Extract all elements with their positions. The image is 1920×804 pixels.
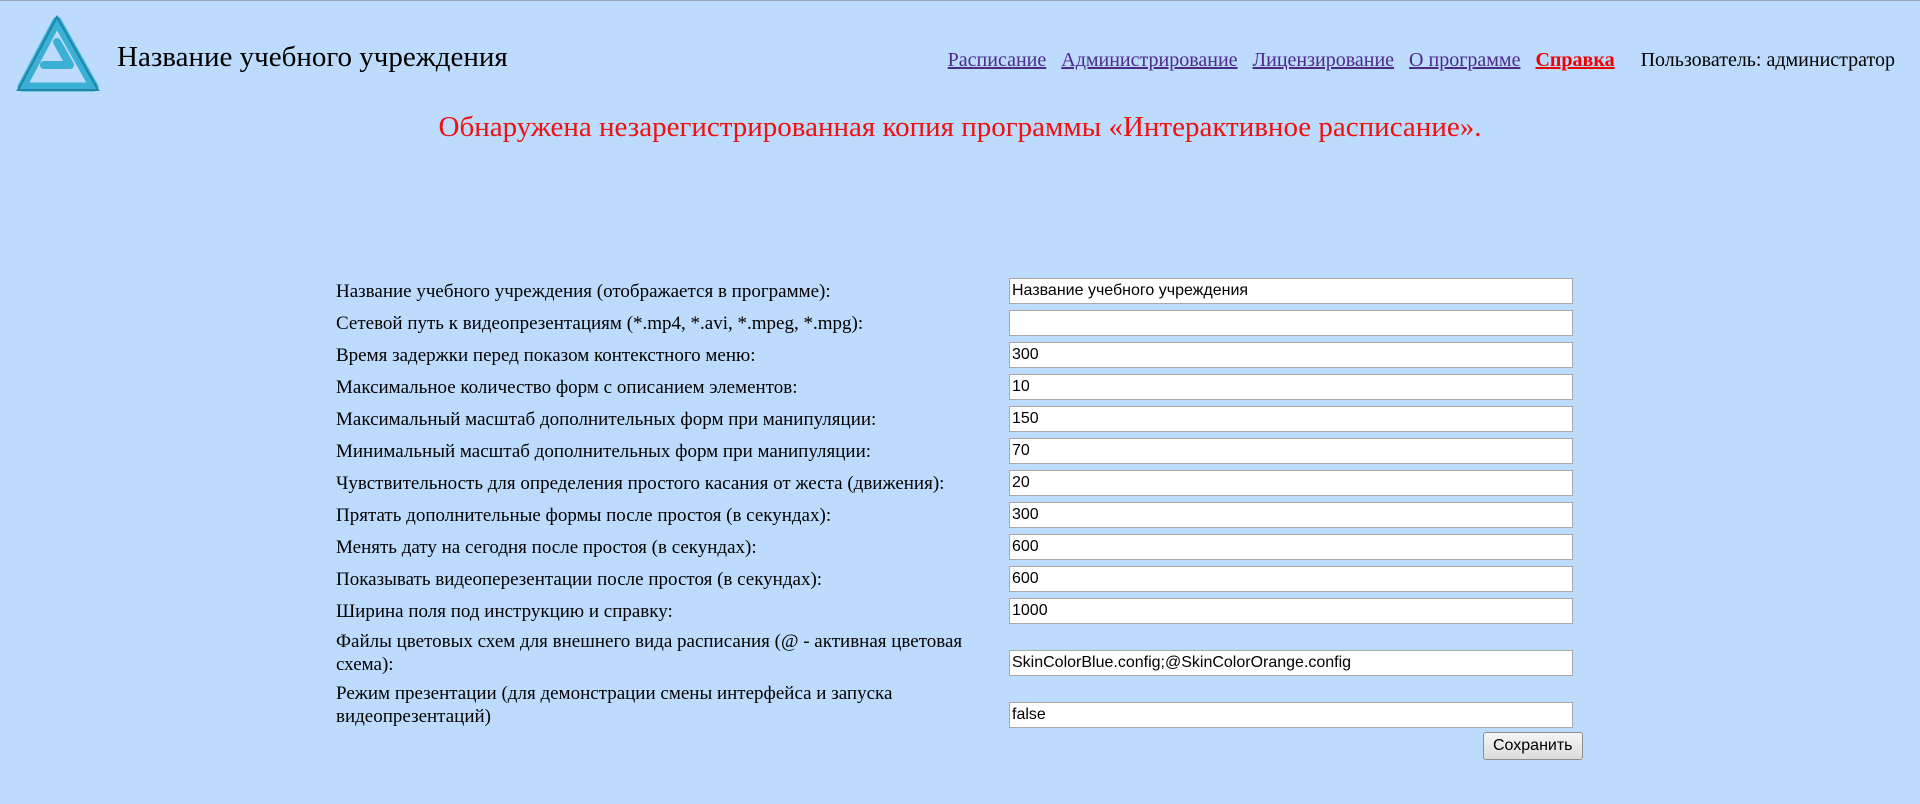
nav-link-about[interactable]: О программе bbox=[1409, 49, 1521, 71]
current-user: Пользователь: администратор bbox=[1640, 49, 1895, 71]
form-row-video-path bbox=[336, 307, 1584, 339]
field-label: Менять дату на сегодня после простоя (в секундах): bbox=[336, 536, 757, 558]
reset-date-timeout-input[interactable] bbox=[1009, 534, 1573, 560]
form-row-color-schemes bbox=[336, 627, 1584, 679]
form-actions bbox=[1483, 732, 1583, 760]
help-width-input[interactable] bbox=[1009, 598, 1573, 624]
field-label: Время задержки перед показом контекстного меню: bbox=[336, 344, 756, 366]
max-scale-input[interactable] bbox=[1009, 406, 1573, 432]
field-label: Сетевой путь к видеопрезентациям (*.mp4, *.avi, *.mpeg, *.mpg): bbox=[336, 312, 864, 334]
form-row-max-forms bbox=[336, 371, 1584, 403]
field-label: Файлы цветовых схем для внешнего вида расписания (@ - активная цветовая схема): bbox=[336, 631, 963, 675]
form-row-hide-forms-timeout bbox=[336, 499, 1584, 531]
context-menu-delay-input[interactable] bbox=[1009, 342, 1573, 368]
field-label: Режим презентации (для демонстрации смены интерфейса и запуска видеопрезентаций) bbox=[336, 683, 893, 727]
institution-name-input[interactable] bbox=[1009, 278, 1573, 304]
color-schemes-input[interactable] bbox=[1009, 650, 1573, 676]
field-label: Максимальный масштаб дополнительных форм при манипуляции: bbox=[336, 408, 877, 430]
hide-forms-timeout-input[interactable] bbox=[1009, 502, 1573, 528]
nav-link-help[interactable]: Справка bbox=[1535, 49, 1615, 71]
video-timeout-input[interactable] bbox=[1009, 566, 1573, 592]
unregistered-warning: Обнаружена незарегистрированная копия программы «Интерактивное расписание». bbox=[438, 111, 1482, 143]
form-row-reset-date-timeout bbox=[336, 531, 1584, 563]
settings-form bbox=[336, 275, 1584, 731]
field-label: Ширина поля под инструкцию и справку: bbox=[336, 600, 673, 622]
touch-sensitivity-input[interactable] bbox=[1009, 470, 1573, 496]
field-label: Название учебного учреждения (отображается в программе): bbox=[336, 280, 831, 302]
nav-link-schedule[interactable]: Расписание bbox=[947, 49, 1047, 71]
app-title: Название учебного учреждения bbox=[117, 41, 508, 73]
field-label: Показывать видеоперезентации после простоя (в секундах): bbox=[336, 568, 823, 590]
form-row-max-scale bbox=[336, 403, 1584, 435]
nav-link-licensing[interactable]: Лицензирование bbox=[1252, 49, 1395, 71]
presentation-mode-input[interactable] bbox=[1009, 702, 1573, 728]
field-label: Прятать дополнительные формы после простоя (в секундах): bbox=[336, 504, 832, 526]
triangle-logo-icon bbox=[14, 15, 100, 97]
save-button[interactable]: Сохранить bbox=[1483, 732, 1583, 760]
max-forms-input[interactable] bbox=[1009, 374, 1573, 400]
field-label: Чувствительность для определения простого касания от жеста (движения): bbox=[336, 472, 945, 494]
field-label: Максимальное количество форм с описанием элементов: bbox=[336, 376, 798, 398]
nav-link-administration[interactable]: Администрирование bbox=[1061, 49, 1238, 71]
form-row-presentation-mode bbox=[336, 679, 1584, 731]
form-row-touch-sensitivity bbox=[336, 467, 1584, 499]
video-path-input[interactable] bbox=[1009, 310, 1573, 336]
form-row-context-menu-delay bbox=[336, 339, 1584, 371]
form-row-video-timeout bbox=[336, 563, 1584, 595]
form-row-institution-name bbox=[336, 275, 1584, 307]
form-row-help-width bbox=[336, 595, 1584, 627]
min-scale-input[interactable] bbox=[1009, 438, 1573, 464]
form-row-min-scale bbox=[336, 435, 1584, 467]
header bbox=[0, 1, 1920, 101]
field-label: Минимальный масштаб дополнительных форм при манипуляции: bbox=[336, 440, 872, 462]
top-nav bbox=[933, 49, 1895, 72]
